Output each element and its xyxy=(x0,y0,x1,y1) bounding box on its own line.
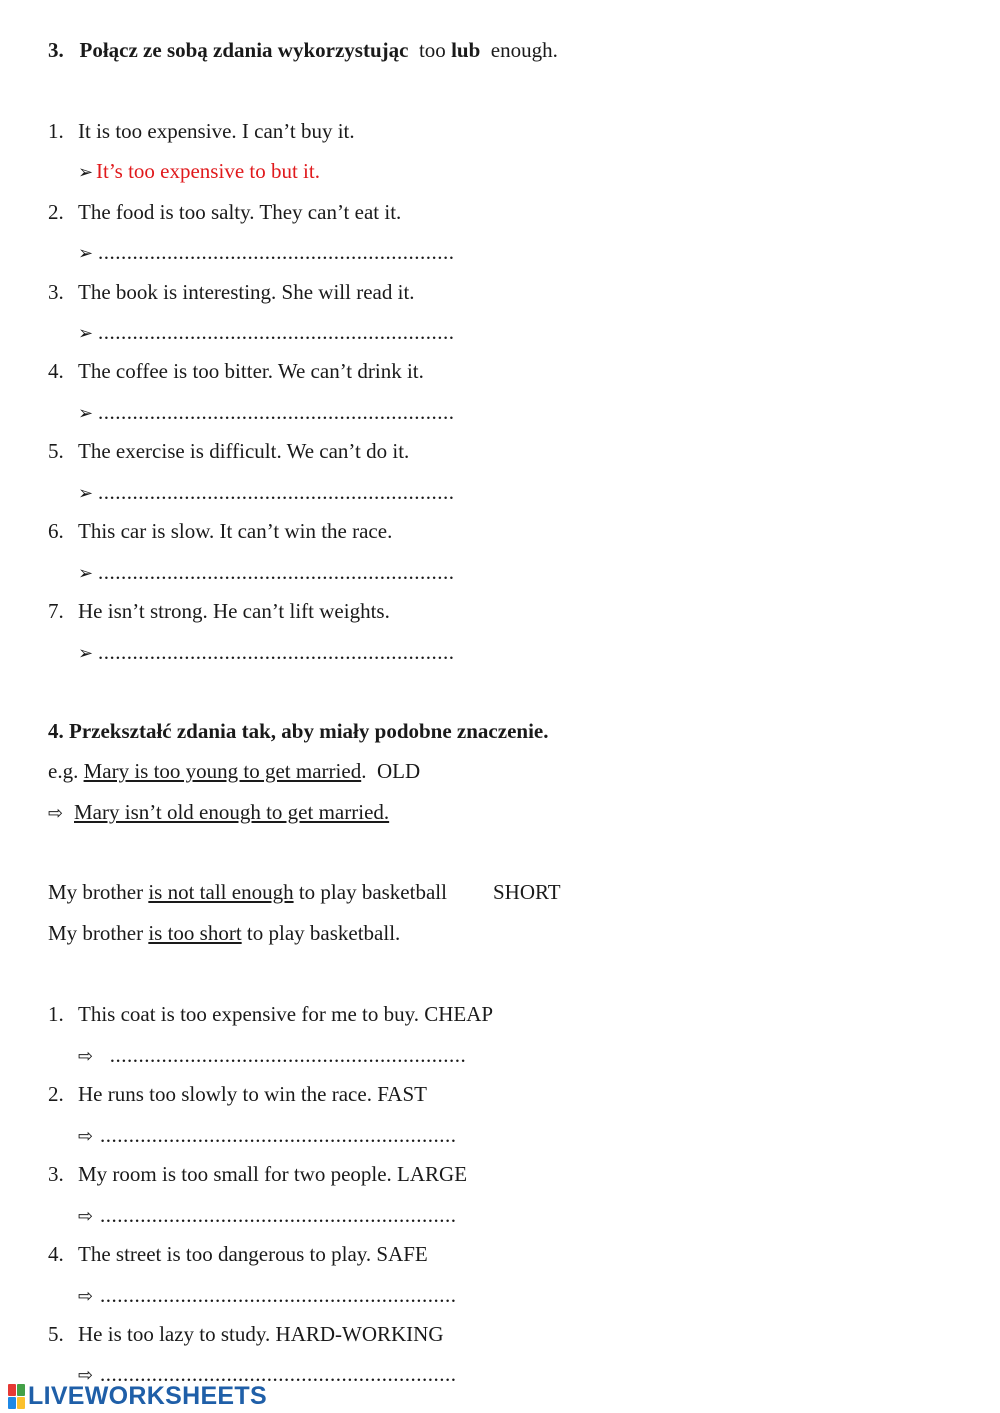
ex2-line2-u: is too short xyxy=(148,921,242,945)
s3-item-6 xyxy=(48,519,392,543)
s3-example-answer xyxy=(78,159,320,185)
s3-item-6-text: This car is slow. It can’t win the race. xyxy=(78,519,393,543)
s4-example xyxy=(48,759,420,783)
section3-number: 3. xyxy=(48,38,64,62)
eg-period: . xyxy=(361,759,367,783)
s3-item-7 xyxy=(48,599,390,623)
s3-item-7-text: He isn’t strong. He can’t lift weights. xyxy=(78,599,390,623)
s3-item-2-text: The food is too salty. They can’t eat it. xyxy=(78,200,402,224)
s4-answer-1[interactable] xyxy=(78,1043,466,1069)
ex2-line1-u: is not tall enough xyxy=(148,880,294,904)
answer-blank[interactable]: .............................................................. xyxy=(98,480,455,504)
s3-item-7-number: 7. xyxy=(48,599,64,623)
s4-item-3-text: My room is too small for two people. LARGE xyxy=(78,1162,468,1186)
ex2-line1-b: to play basketball xyxy=(298,880,447,904)
s3-answer-4[interactable] xyxy=(78,400,455,426)
ex2-line2-a: My brother xyxy=(48,921,144,945)
section4-title: 4. Przekształć zdania tak, aby miały podobne znaczenie. xyxy=(48,719,549,743)
s3-item-3-number: 3. xyxy=(48,280,64,304)
hollow-arrow-icon: ⇨ xyxy=(78,1206,94,1227)
s4-item-5-text: He is too lazy to study. HARD-WORKING xyxy=(78,1322,444,1346)
s4-item-2-text: He runs too slowly to win the race. FAST xyxy=(78,1082,427,1106)
hollow-arrow-icon: ⇨ xyxy=(78,1126,94,1147)
s4-item-4-text: The street is too dangerous to play. SAFE xyxy=(78,1242,428,1266)
s3-answer-3[interactable] xyxy=(78,320,455,346)
s3-item-1 xyxy=(48,119,355,143)
s4-item-3 xyxy=(48,1162,467,1186)
arrow-icon: ➢ xyxy=(78,162,94,183)
s4-item-4 xyxy=(48,1242,428,1266)
s4-answer-2[interactable] xyxy=(78,1123,457,1149)
answer-blank[interactable]: .............................................................. xyxy=(100,1362,457,1386)
s3-answer-5[interactable] xyxy=(78,480,455,506)
eg-keyword: OLD xyxy=(376,759,421,783)
s3-item-2 xyxy=(48,200,401,224)
s3-item-3-text: The book is interesting. She will read it. xyxy=(78,280,415,304)
answer-blank[interactable]: .............................................................. xyxy=(98,320,455,344)
keyword-enough: enough. xyxy=(490,38,558,62)
s3-answer-7[interactable] xyxy=(78,640,455,666)
keyword-too: too xyxy=(418,38,446,62)
ex2-line2-b: to play basketball. xyxy=(246,921,401,945)
s4-item-1-text: This coat is too expensive for me to buy. CHEAP xyxy=(78,1002,494,1026)
eg-sentence: Mary is too young to get married xyxy=(83,759,362,783)
logo-block-green xyxy=(17,1384,25,1396)
hollow-arrow-icon: ⇨ xyxy=(48,803,64,824)
logo-mark-icon xyxy=(8,1384,25,1409)
s4-item-1-number: 1. xyxy=(48,1002,64,1026)
s4-item-5-number: 5. xyxy=(48,1322,64,1346)
hollow-arrow-icon: ⇨ xyxy=(78,1286,94,1307)
logo-block-blue xyxy=(8,1397,16,1409)
arrow-icon: ➢ xyxy=(78,403,94,424)
hollow-arrow-icon: ⇨ xyxy=(78,1365,94,1386)
s4-example2-line2 xyxy=(48,921,400,945)
ex2-line1-a: My brother xyxy=(48,880,144,904)
s3-item-5-text: The exercise is difficult. We can’t do it. xyxy=(78,439,410,463)
arrow-icon: ➢ xyxy=(78,483,94,504)
hollow-arrow-icon: ⇨ xyxy=(78,1046,94,1067)
s3-item-3 xyxy=(48,280,415,304)
s3-item-6-number: 6. xyxy=(48,519,64,543)
answer-blank[interactable]: .............................................................. xyxy=(100,1283,457,1307)
s4-item-2 xyxy=(48,1082,427,1106)
answer-blank[interactable]: .............................................................. xyxy=(98,640,455,664)
s4-item-5 xyxy=(48,1322,444,1346)
s4-example2-line1 xyxy=(48,880,561,904)
liveworksheets-logo[interactable] xyxy=(8,1382,267,1410)
arrow-icon: ➢ xyxy=(78,243,94,264)
logo-block-yellow xyxy=(17,1397,25,1409)
eg-answer: Mary isn’t old enough to get married. xyxy=(74,800,390,824)
answer-blank[interactable]: .............................................................. xyxy=(100,1123,457,1147)
s3-answer-6[interactable] xyxy=(78,560,455,586)
logo-text: LIVEWORKSHEETS xyxy=(28,1381,267,1410)
ex2-keyword: SHORT xyxy=(492,880,561,904)
s3-answer-2[interactable] xyxy=(78,240,455,266)
s3-example-answer-text: It’s too expensive to but it. xyxy=(96,159,320,183)
section3-title xyxy=(48,38,558,62)
section3-title-text: Połącz ze sobą zdania wykorzystując xyxy=(79,38,409,62)
s4-item-3-number: 3. xyxy=(48,1162,64,1186)
s3-item-5 xyxy=(48,439,409,463)
s3-item-1-number: 1. xyxy=(48,119,64,143)
s3-item-5-number: 5. xyxy=(48,439,64,463)
answer-blank[interactable]: .............................................................. xyxy=(100,1203,457,1227)
s4-item-4-number: 4. xyxy=(48,1242,64,1266)
s3-item-4 xyxy=(48,359,424,383)
logo-block-red xyxy=(8,1384,16,1396)
s3-item-2-number: 2. xyxy=(48,200,64,224)
s3-item-4-text: The coffee is too bitter. We can’t drink it. xyxy=(78,359,424,383)
keyword-lub: lub xyxy=(451,38,481,62)
s4-example-answer xyxy=(48,800,389,826)
eg-prefix: e.g. xyxy=(48,759,79,783)
s4-answer-4[interactable] xyxy=(78,1283,457,1309)
s3-item-4-number: 4. xyxy=(48,359,64,383)
s4-item-2-number: 2. xyxy=(48,1082,64,1106)
answer-blank[interactable]: .............................................................. xyxy=(98,240,455,264)
arrow-icon: ➢ xyxy=(78,323,94,344)
arrow-icon: ➢ xyxy=(78,643,94,664)
answer-blank[interactable]: .............................................................. xyxy=(98,400,455,424)
arrow-icon: ➢ xyxy=(78,563,94,584)
answer-blank[interactable]: .............................................................. xyxy=(104,1043,467,1067)
s3-item-1-text: It is too expensive. I can’t buy it. xyxy=(78,119,355,143)
s4-answer-3[interactable] xyxy=(78,1203,457,1229)
answer-blank[interactable]: .............................................................. xyxy=(98,560,455,584)
s4-item-1 xyxy=(48,1002,493,1026)
